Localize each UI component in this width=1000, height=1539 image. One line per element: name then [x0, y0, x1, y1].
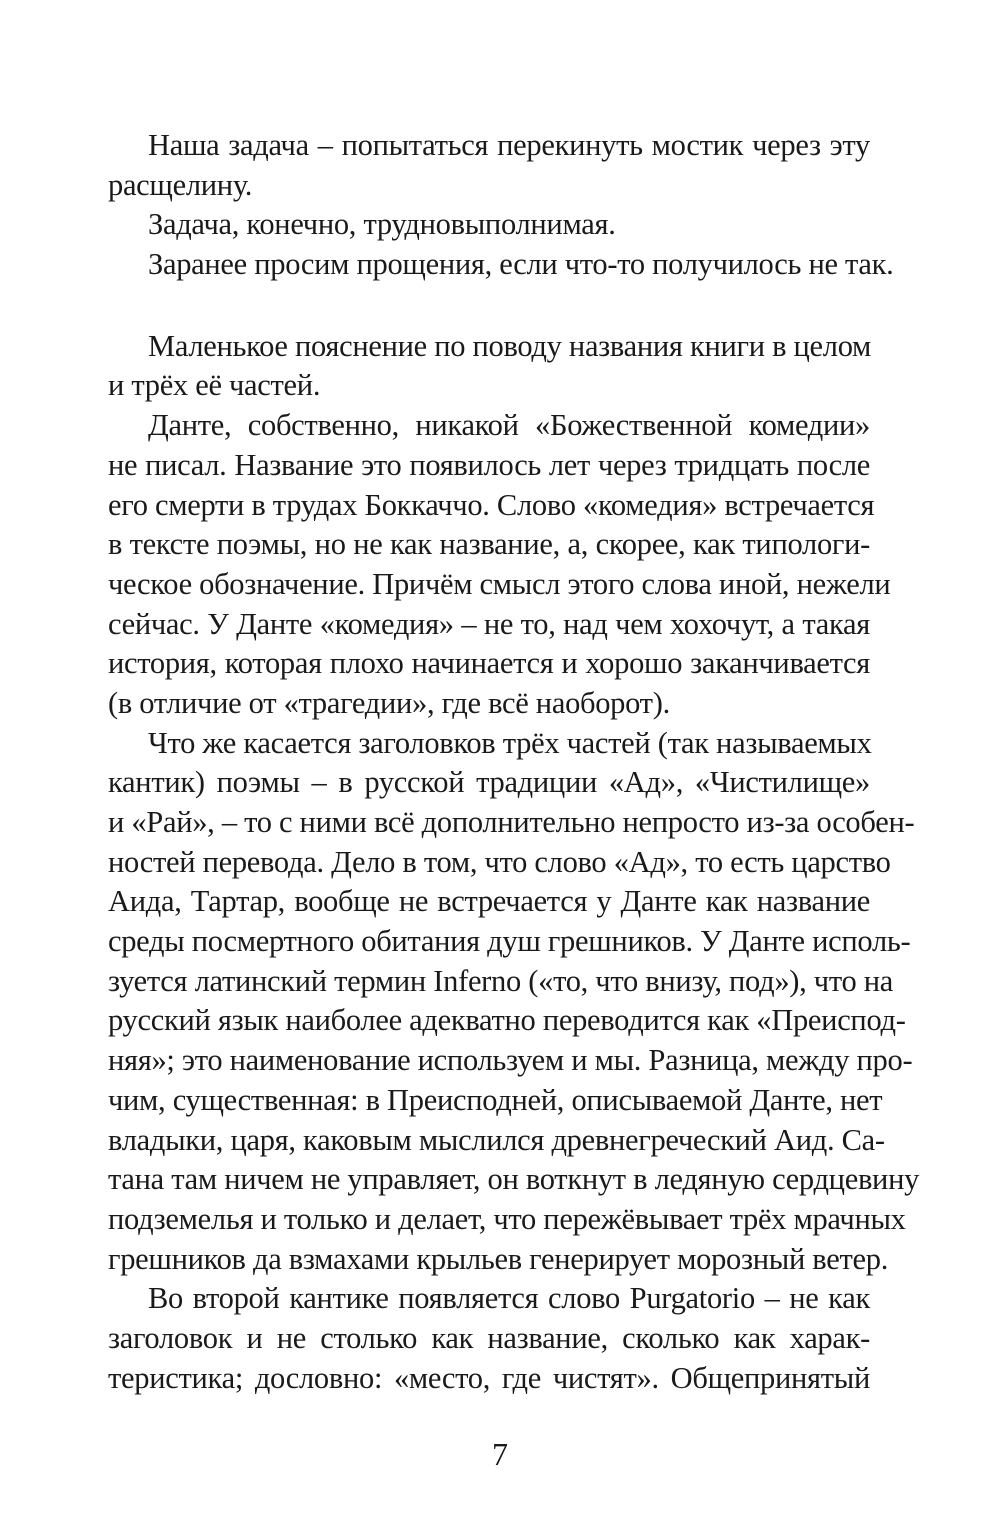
text-line: Маленькое пояснение по поводу названия книги в целом	[148, 328, 872, 363]
text-line: тана там ничем не управляет, он воткнут в ледяную сердцевину	[108, 1162, 920, 1197]
text-line: Во второй кантике появляется слово Purgatorio – не как	[148, 1281, 870, 1316]
text-line: зуется латинский термин Inferno («то, что внизу, под»), что на	[108, 963, 894, 998]
text-line: Аида, Тартар, вообще не встречается у Данте как название	[108, 884, 870, 919]
text-line: сейчас. У Данте «комедия» – не то, над чем хохочут, а такая	[108, 606, 870, 641]
body-text	[108, 126, 920, 1398]
paragraph	[108, 406, 891, 724]
paragraph	[108, 327, 870, 406]
text-line: няя»; это наименование используем и мы. Разница, между про-	[108, 1043, 913, 1078]
text-line: не писал. Название это появилось лет через тридцать после	[108, 447, 870, 482]
section-break	[108, 285, 870, 327]
text-line: Наша задача – попытаться перекинуть мостик через эту	[148, 128, 870, 162]
text-line: кантик) поэмы – в русской традиции «Ад», «Чистилище»	[108, 765, 870, 800]
text-line: грешников да взмахами крыльев генерирует морозный ветер.	[108, 1241, 889, 1276]
page-number: 7	[492, 1436, 508, 1472]
text-line: теристика; дословно: «место, где чистят». Общепринятый	[108, 1360, 870, 1395]
text-line: Задача, конечно, трудновыполнимая.	[148, 207, 616, 242]
text-line: заголовок и не столько как название, сколько как харак-	[108, 1320, 870, 1355]
text-line: его смерти в трудах Боккаччо. Слово «комедия» встречается	[108, 487, 875, 522]
text-line: среды посмертного обитания душ грешников. У Данте исполь-	[108, 924, 911, 959]
text-line: владыки, царя, каковым мыслился древнегреческий Аид. Са-	[108, 1122, 885, 1157]
text-line: Что же касается заголовков трёх частей (так называемых	[148, 725, 872, 760]
text-line: и трёх её частей.	[108, 368, 321, 403]
text-line: расщелину.	[108, 167, 253, 202]
text-line: ностей перевода. Дело в том, что слово «Ад», то есть царство	[108, 844, 891, 879]
text-line: подземелья и только и делает, что пережёвывает трёх мрачных	[108, 1201, 906, 1236]
text-line: русский язык наиболее адекватно переводится как «Преиспод-	[108, 1003, 906, 1038]
paragraph	[108, 205, 870, 245]
paragraph	[108, 1279, 870, 1398]
text-line: Данте, собственно, никакой «Божественной комедии»	[148, 408, 870, 443]
paragraph	[108, 724, 920, 1280]
text-line: и «Рай», – то с ними всё дополнительно непросто из-за особен-	[108, 805, 915, 839]
text-line: история, которая плохо начинается и хорошо заканчивается	[108, 646, 870, 681]
paragraph	[108, 126, 870, 205]
text-line: Заранее просим прощения, если что-то получилось не так.	[148, 247, 894, 282]
text-line: в тексте поэмы, но не как название, а, скорее, как типологи-	[108, 527, 870, 562]
text-line: ческое обозначение. Причём смысл этого слова иной, нежели	[108, 566, 891, 601]
text-line: чим, существенная: в Преисподней, описываемой Данте, нет	[108, 1082, 883, 1117]
text-line: (в отличие от «трагедии», где всё наоборот).	[108, 685, 670, 720]
paragraph	[108, 245, 894, 285]
